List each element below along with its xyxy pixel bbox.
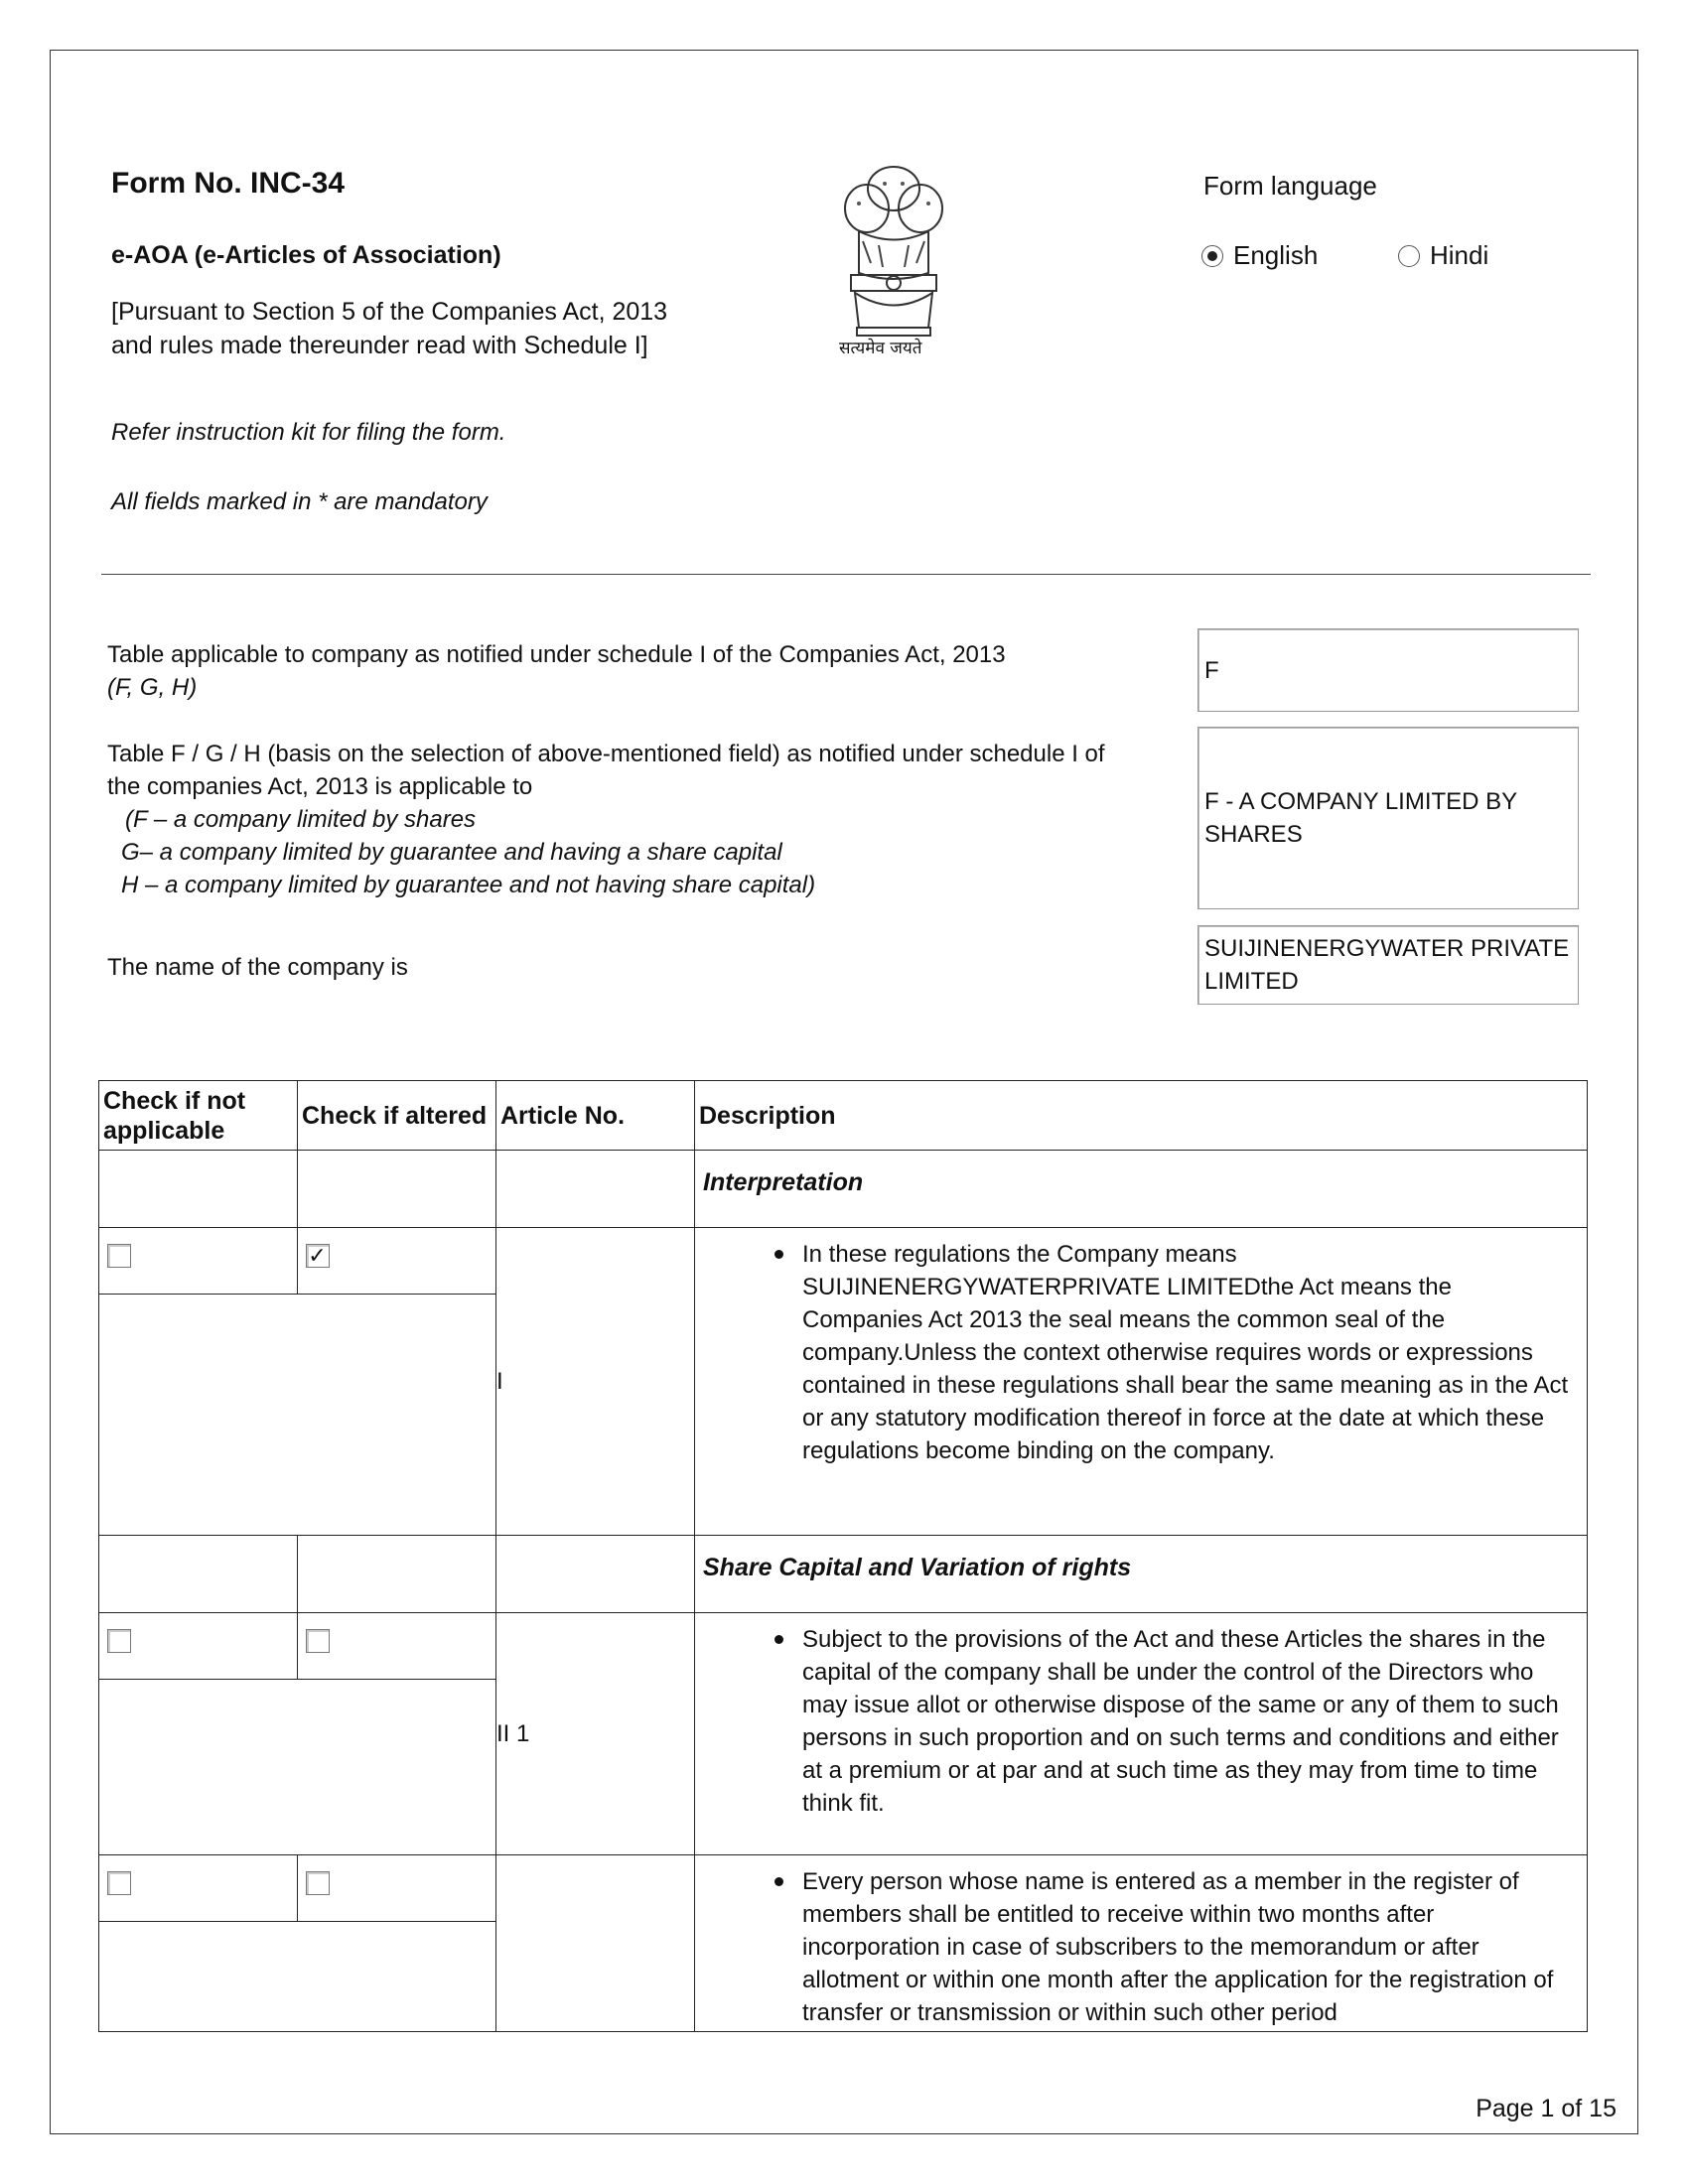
- empty-cell: [298, 1151, 496, 1228]
- header-description: Description: [695, 1081, 1588, 1151]
- question-line: (F – a company limited by shares: [125, 806, 477, 833]
- table-applicable-question: [107, 638, 1190, 704]
- section-row: [99, 1151, 1588, 1228]
- checkbox-cell: [99, 1855, 496, 2032]
- pursuant-line-1: [Pursuant to Section 5 of the Companies Act, 2013: [111, 298, 668, 326]
- header-not-applicable: Check if not applicable: [99, 1081, 298, 1151]
- checkbox-cell: [99, 1613, 496, 1855]
- emblem-motto: सत्यमेव जयते: [839, 339, 922, 358]
- section-title: Interpretation: [703, 1168, 864, 1196]
- radio-selected-icon: [1201, 245, 1223, 267]
- table-row: [99, 1228, 1588, 1536]
- article-description: [695, 1613, 1587, 1820]
- article-description: [695, 1855, 1587, 2029]
- form-subtitle: e-AOA (e-Articles of Association): [111, 241, 501, 269]
- not-applicable-checkbox[interactable]: [107, 1871, 131, 1895]
- description-text: In these regulations the Company means SUIJINENERGYWATERPRIVATE LIMITEDthe Act means the Companies Act 2013 the seal means the common seal of the company.Unless the context otherwise requires words or expressions contained in these regulations shall bear the same meaning as in the Act or any statutory modification thereof in force at the date at which these regulations become binding on the company.: [802, 1241, 1569, 1464]
- header-divider: [101, 574, 1591, 575]
- section-row: [99, 1536, 1588, 1613]
- altered-checkbox[interactable]: [306, 1244, 330, 1268]
- bullet-icon: [774, 1250, 783, 1259]
- form-number-title: Form No. INC-34: [111, 167, 346, 200]
- question-line: (F, G, H): [107, 674, 198, 701]
- checkbox-cell: [99, 1228, 496, 1536]
- not-applicable-cell: [99, 1228, 298, 1294]
- altered-cell: [298, 1228, 496, 1294]
- table-row: [99, 1613, 1588, 1855]
- not-applicable-cell: [99, 1855, 298, 1921]
- pursuant-line-2: and rules made thereunder read with Schedule I]: [111, 332, 648, 359]
- table-header-row: [99, 1081, 1588, 1151]
- altered-checkbox[interactable]: [306, 1629, 330, 1653]
- header-article-no: Article No.: [496, 1081, 695, 1151]
- table-basis-field[interactable]: [1197, 727, 1579, 909]
- description-cell: [695, 1855, 1588, 2032]
- article-number: I: [496, 1228, 695, 1536]
- table-basis-question: [107, 738, 1190, 901]
- instruction-note: Refer instruction kit for filing the form.: [111, 419, 506, 446]
- article-number: [496, 1855, 695, 2032]
- cell-divider: [99, 1679, 495, 1680]
- question-line: Table F / G / H (basis on the selection of above-mentioned field) as notified under schedule I of: [107, 741, 1105, 767]
- national-emblem-icon: [829, 154, 958, 362]
- company-name-label: The name of the company is: [107, 954, 408, 981]
- empty-cell: [496, 1536, 695, 1613]
- company-name-field[interactable]: [1197, 925, 1579, 1005]
- field-value: SUIJINENERGYWATER PRIVATE LIMITED: [1204, 935, 1570, 995]
- altered-checkbox[interactable]: [306, 1871, 330, 1895]
- section-cell: [695, 1151, 1588, 1228]
- description-cell: [695, 1613, 1588, 1855]
- question-line: the companies Act, 2013 is applicable to: [107, 773, 533, 800]
- description-text: Subject to the provisions of the Act and these Articles the shares in the capital of the company shall be under the control of the Directors who may issue allot or otherwise dispose of the same or any of them to such persons in such proportion and on such terms and conditions and either at a premium or at par and at such time as they may from time to time think fit.: [802, 1626, 1559, 1817]
- question-line: H – a company limited by guarantee and not having share capital): [121, 872, 816, 898]
- articles-table: [98, 1080, 1588, 2032]
- empty-cell: [496, 1151, 695, 1228]
- bullet-icon: [774, 1877, 783, 1886]
- question-line: G– a company limited by guarantee and having a share capital: [121, 839, 782, 866]
- article-number: II 1: [496, 1613, 695, 1855]
- checkmark-icon: ✓: [308, 1243, 327, 1268]
- language-english-label: English: [1233, 240, 1319, 270]
- question-line: Table applicable to company as notified under schedule I of the Companies Act, 2013: [107, 641, 1006, 668]
- description-cell: [695, 1228, 1588, 1536]
- pursuant-note: [111, 295, 667, 362]
- cell-divider: [99, 1294, 495, 1295]
- bullet-icon: [774, 1635, 783, 1644]
- altered-cell: [298, 1855, 496, 1921]
- field-value: F: [1204, 656, 1219, 684]
- empty-cell: [99, 1151, 298, 1228]
- table-applicable-field[interactable]: [1197, 628, 1579, 712]
- language-english-radio[interactable]: [1201, 240, 1318, 271]
- table-row: [99, 1855, 1588, 2032]
- description-text: Every person whose name is entered as a member in the register of members shall be entitled to receive within two months after incorporation in case of subscribers to the memorandum or after allotment or within one month after the application for the registration of transfer or transmission or within such other period: [802, 1868, 1554, 2026]
- radio-unselected-icon: [1398, 245, 1420, 267]
- not-applicable-cell: [99, 1613, 298, 1679]
- language-hindi-label: Hindi: [1430, 240, 1489, 270]
- page-number: Page 1 of 15: [1476, 2095, 1617, 2122]
- cell-divider: [99, 1921, 495, 1922]
- empty-cell: [298, 1536, 496, 1613]
- language-hindi-radio[interactable]: [1398, 240, 1488, 271]
- not-applicable-checkbox[interactable]: [107, 1629, 131, 1653]
- section-cell: [695, 1536, 1588, 1613]
- article-description: [695, 1228, 1587, 1467]
- empty-cell: [99, 1536, 298, 1613]
- not-applicable-checkbox[interactable]: [107, 1244, 131, 1268]
- mandatory-note: All fields marked in * are mandatory: [111, 488, 488, 515]
- field-value: F - A COMPANY LIMITED BY SHARES: [1204, 788, 1517, 848]
- section-title: Share Capital and Variation of rights: [703, 1554, 1132, 1581]
- form-language-label: Form language: [1203, 171, 1377, 201]
- altered-cell: [298, 1613, 496, 1679]
- header-altered: Check if altered: [298, 1081, 496, 1151]
